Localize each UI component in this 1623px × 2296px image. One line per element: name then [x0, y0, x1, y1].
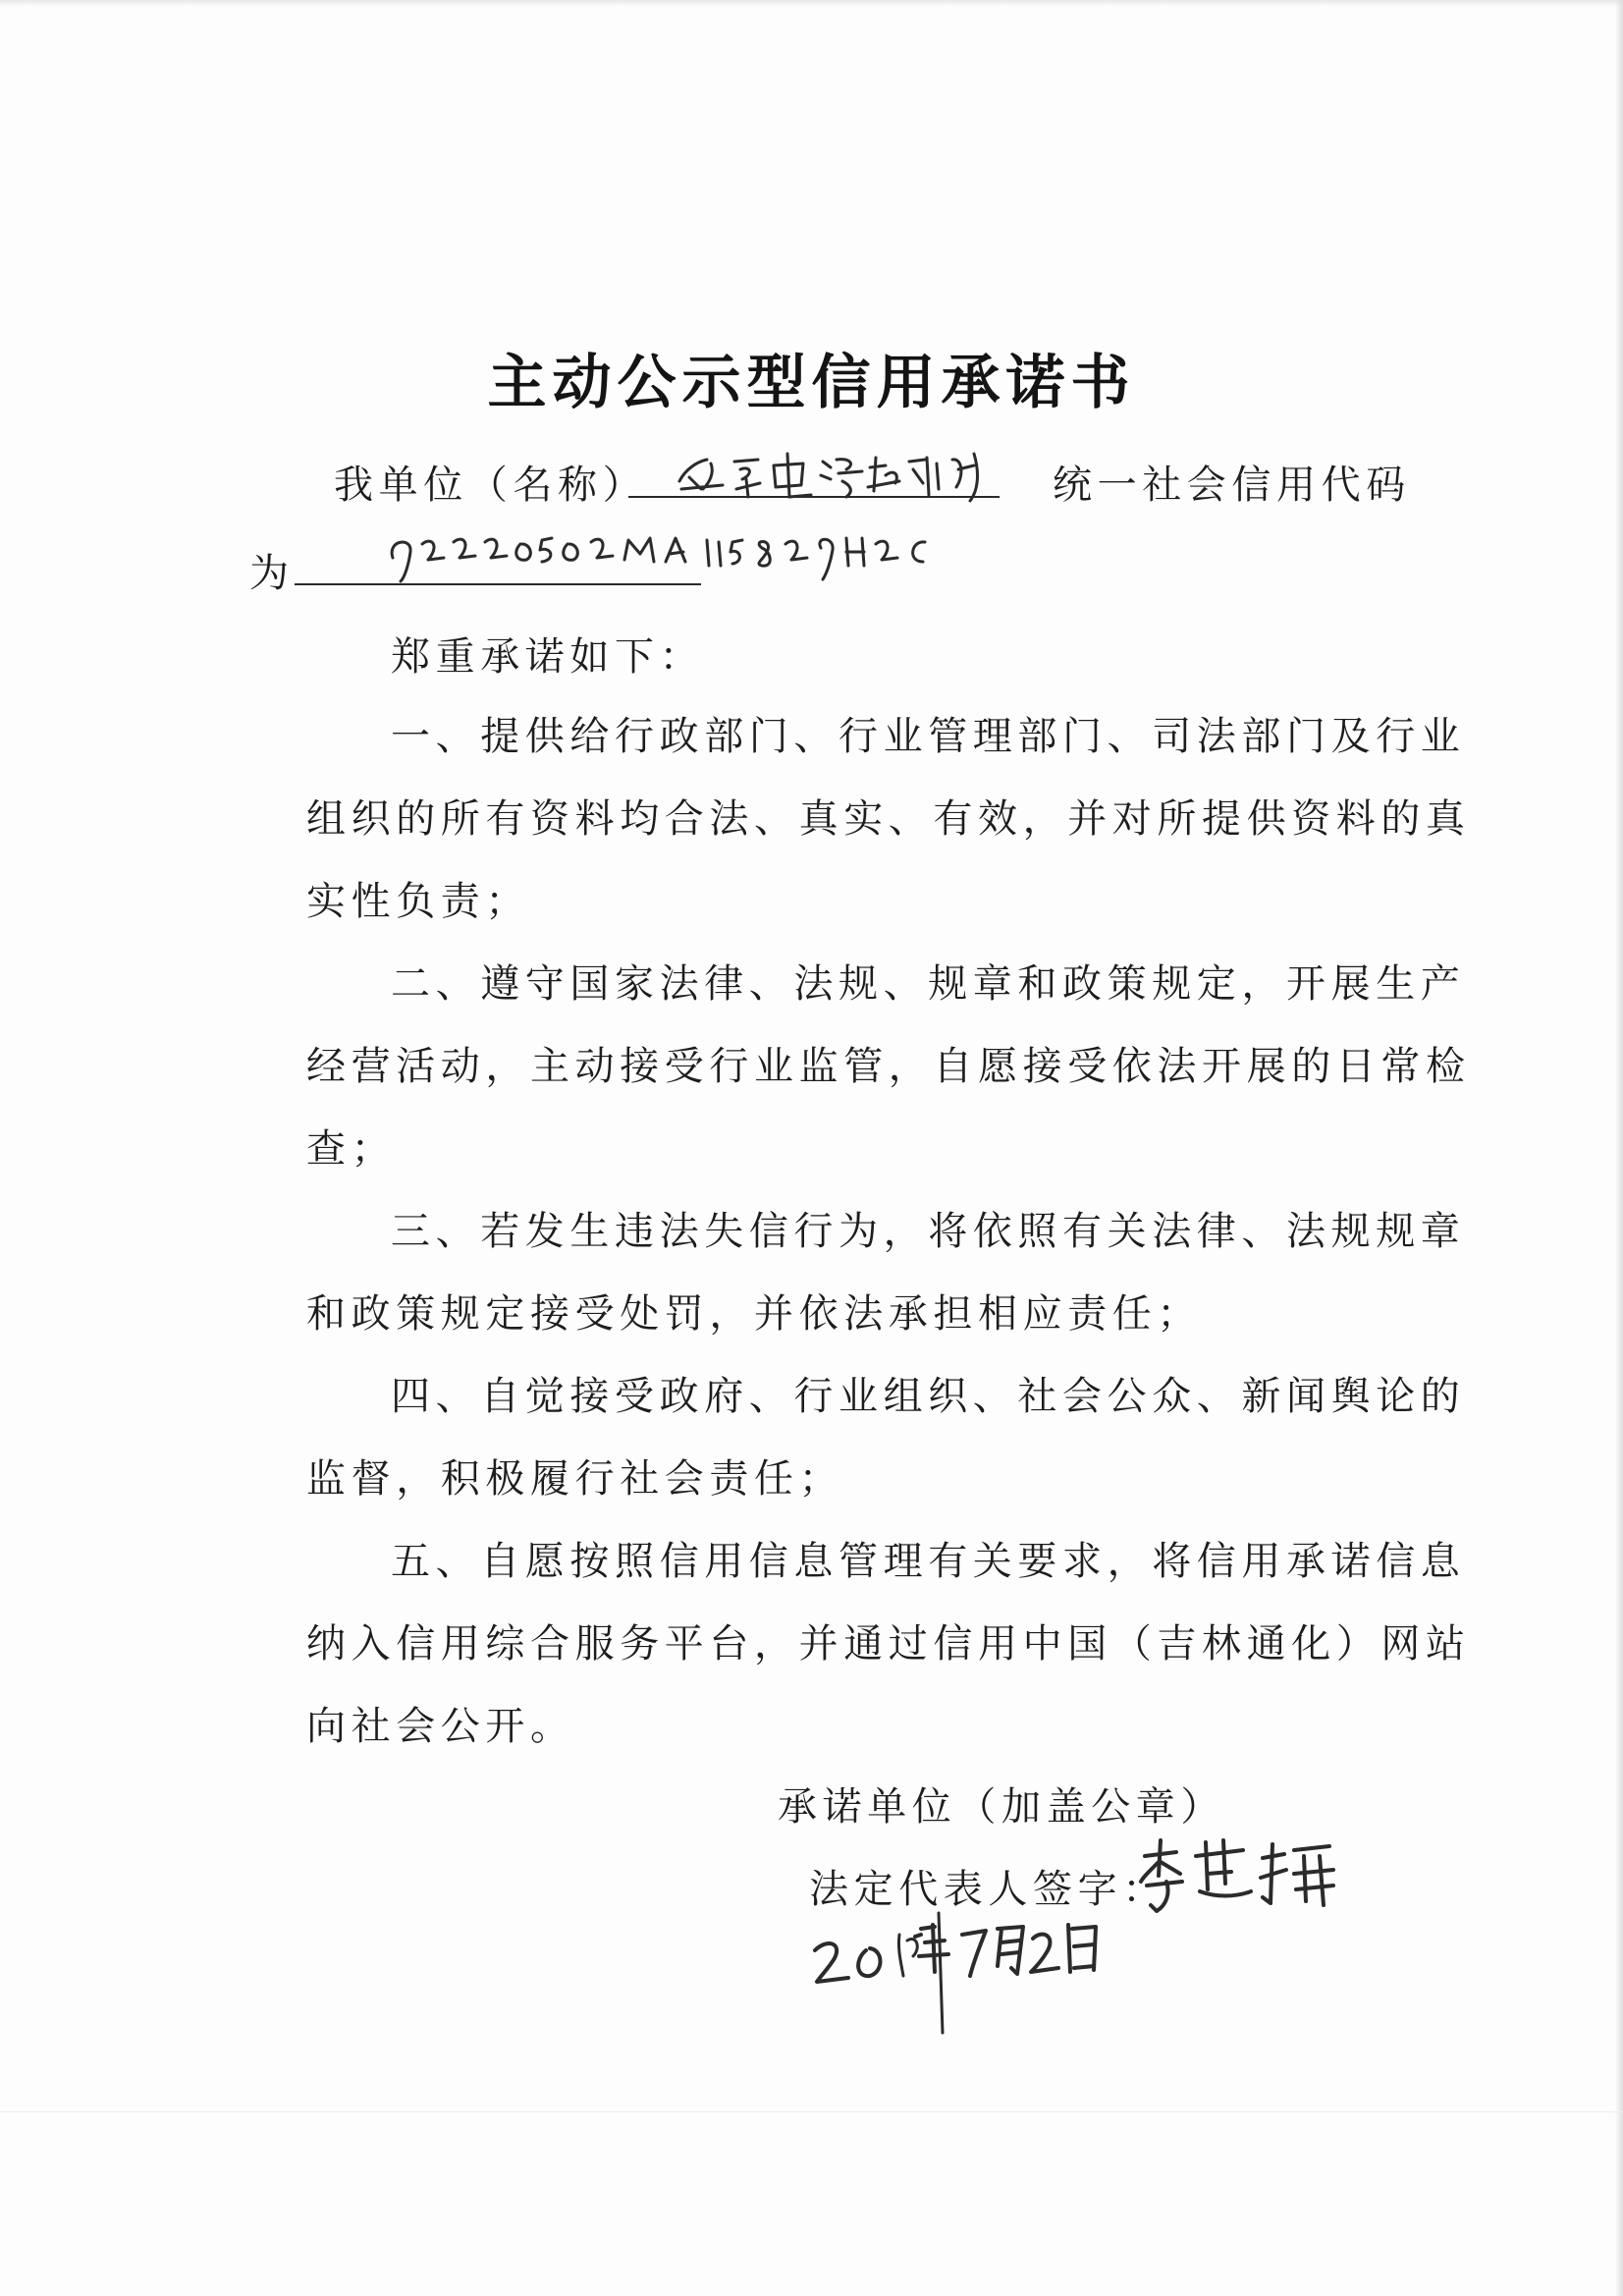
- paragraph-2-line-1: 二、遵守国家法律、法规、规章和政策规定，开展生产: [391, 961, 1466, 1007]
- opening-line: 郑重承诺如下：: [391, 634, 705, 680]
- wei-label: 为: [249, 551, 295, 596]
- scan-edge-top: [0, 0, 1623, 6]
- paragraph-2-line-2: 经营活动，主动接受行业监管，自愿接受依法开展的日常检: [306, 1044, 1471, 1089]
- date-handwriting: [805, 1907, 1129, 2045]
- document-title: 主动公示型信用承诺书: [487, 349, 1136, 417]
- paragraph-1-line-3: 实性负责；: [306, 879, 530, 924]
- paragraph-3-line-2: 和政策规定接受处罚，并依法承担相应责任；: [306, 1291, 1202, 1337]
- paragraph-5-line-3: 向社会公开。: [306, 1704, 575, 1749]
- legal-rep-signature: [1137, 1832, 1343, 1921]
- company-name-handwriting: [628, 440, 1021, 509]
- paragraph-1-line-2: 组织的所有资料均合法、真实、有效，并对所提供资料的真: [306, 796, 1471, 842]
- intro-prefix: 我单位（名称）: [334, 463, 648, 508]
- credit-code-handwriting: [383, 519, 962, 587]
- paragraph-4-line-1: 四、自觉接受政府、行业组织、社会公众、新闻舆论的: [391, 1374, 1466, 1419]
- paragraph-5-line-1: 五、自愿按照信用信息管理有关要求，将信用承诺信息: [391, 1539, 1466, 1584]
- paragraph-2-line-3: 查；: [306, 1126, 397, 1172]
- paragraph-5-line-2: 纳入信用综合服务平台，并通过信用中国（吉林通化）网站: [306, 1621, 1471, 1667]
- scan-edge-bottom: [0, 2111, 1623, 2112]
- credit-code-label: 统一社会信用代码: [1053, 463, 1411, 508]
- paragraph-4-line-2: 监督，积极履行社会责任；: [306, 1456, 844, 1502]
- paragraph-3-line-1: 三、若发生违法失信行为，将依照有关法律、法规规章: [391, 1209, 1466, 1254]
- paragraph-1-line-1: 一、提供给行政部门、行业管理部门、司法部门及行业: [391, 714, 1466, 759]
- legal-rep-label: 法定代表人签字：: [809, 1867, 1167, 1912]
- commitment-unit-label: 承诺单位（加盖公章）: [778, 1784, 1225, 1830]
